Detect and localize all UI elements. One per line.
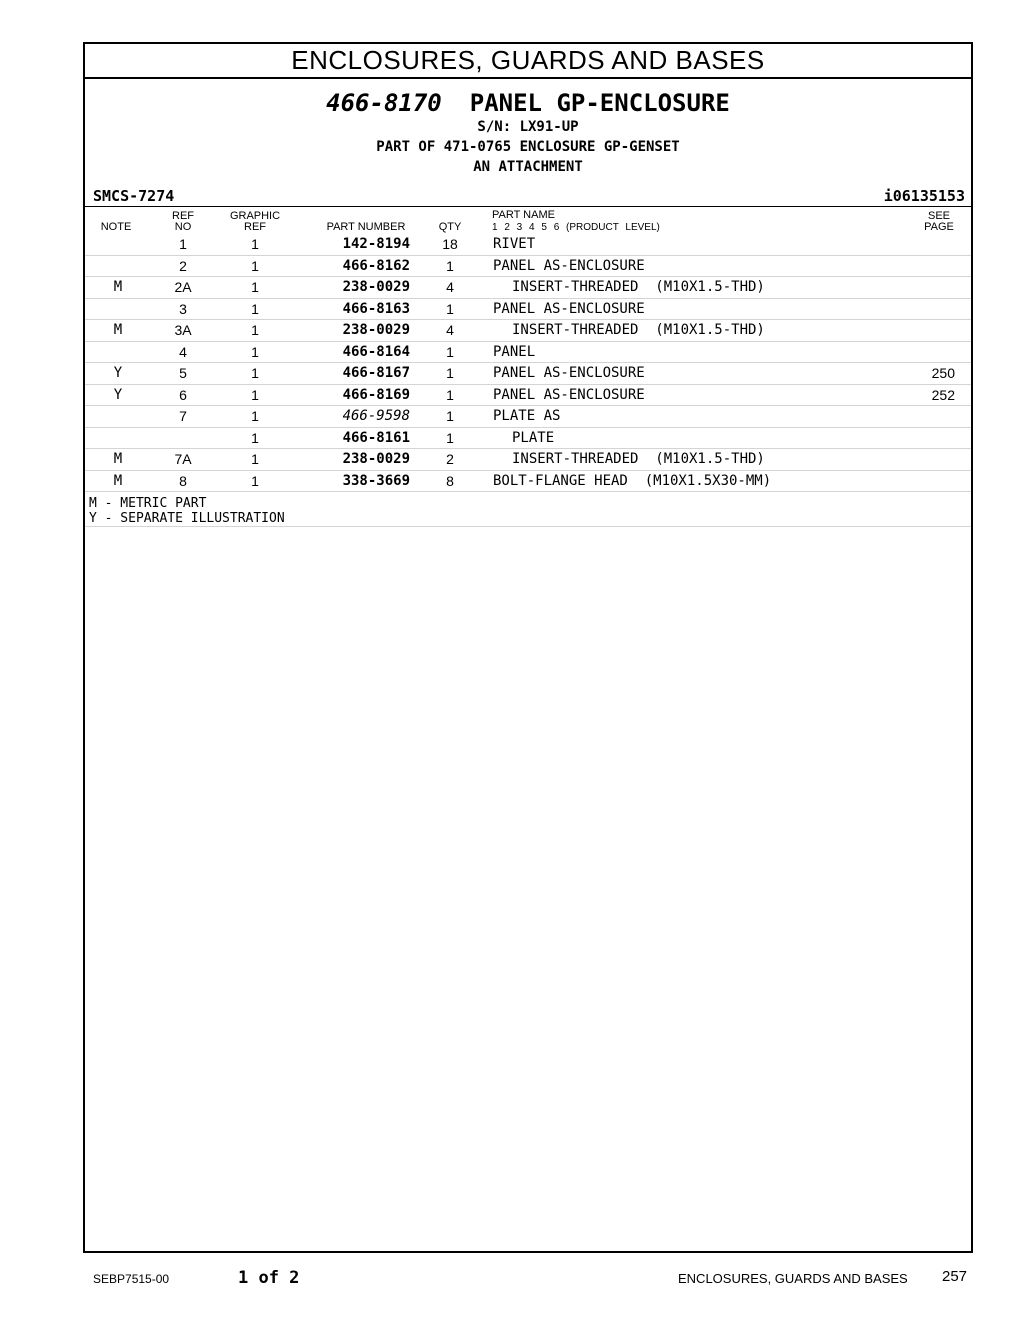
part-name-cell: BOLT-FLANGE HEAD (M10X1.5X30-MM): [493, 472, 772, 489]
ref-number-cell: 1: [179, 236, 187, 252]
part-number-cell: 466-8167: [342, 365, 410, 381]
group-title-line: [85, 89, 971, 117]
col-graphic-bottom: REF: [244, 221, 266, 233]
part-number-cell: 238-0029: [342, 279, 410, 295]
table-row: [85, 256, 971, 278]
col-note: NOTE: [100, 221, 132, 233]
graphic-ref-cell: 1: [251, 279, 259, 295]
part-name-cell: PANEL AS-ENCLOSURE: [493, 300, 645, 317]
quantity-cell: 1: [446, 386, 454, 403]
footer-section: ENCLOSURES, GUARDS AND BASES: [678, 1271, 908, 1286]
part-name-cell: PANEL: [493, 343, 536, 360]
table-row: [85, 471, 971, 493]
table-row: [85, 406, 971, 428]
graphic-ref-cell: 1: [251, 322, 259, 338]
part-name-cell: PANEL AS-ENCLOSURE: [493, 257, 645, 274]
divider: [85, 526, 971, 527]
serial-number: S/N: LX91-UP: [477, 119, 579, 135]
graphic-ref-cell: 1: [251, 429, 259, 446]
ref-number-cell: 4: [179, 343, 187, 360]
graphic-ref-cell: 1: [251, 257, 259, 274]
quantity-cell: 1: [446, 343, 454, 360]
part-number-cell: 466-8161: [342, 429, 410, 446]
graphic-ref-cell: 1: [251, 451, 259, 467]
graphic-ref-cell: 1: [251, 343, 259, 360]
part-number-cell: 238-0029: [342, 322, 410, 338]
ref-number-cell: 5: [179, 365, 187, 381]
table-row: [85, 428, 971, 450]
graphic-ref-cell: 1: [251, 236, 259, 252]
part-name-cell: RIVET: [493, 236, 536, 252]
col-see-top: SEE: [927, 210, 950, 222]
product-levels: 1 2 3 4 5 6 (PRODUCT LEVEL): [492, 222, 660, 233]
part-name-cell: PANEL AS-ENCLOSURE: [493, 365, 645, 381]
part-name-cell: INSERT-THREADED (M10X1.5-THD): [512, 451, 765, 467]
graphic-ref-cell: 1: [251, 386, 259, 403]
legend-item: Y - SEPARATE ILLUSTRATION: [89, 511, 285, 526]
ref-number-cell: 2: [179, 257, 187, 274]
ref-number-cell: 3A: [174, 322, 192, 338]
page-of: 1 of 2: [238, 1268, 300, 1288]
col-see-bottom: PAGE: [924, 221, 954, 233]
ref-number-cell: 8: [179, 472, 187, 489]
page-frame: [83, 42, 973, 1253]
legend: [89, 496, 285, 526]
ref-number-cell: 6: [179, 386, 187, 403]
graphic-ref-cell: 1: [251, 408, 259, 424]
divider: [85, 206, 971, 207]
table-row: [85, 320, 971, 342]
table-row: [85, 299, 971, 321]
ref-number-cell: 7A: [174, 451, 192, 467]
table-row: [85, 277, 971, 299]
part-name-cell: INSERT-THREADED (M10X1.5-THD): [512, 322, 765, 338]
note-cell: Y: [113, 365, 123, 381]
col-ref-bottom: NO: [174, 221, 192, 233]
note-cell: M: [113, 279, 123, 295]
ref-number-cell: 3: [179, 300, 187, 317]
table-row: [85, 342, 971, 364]
attachment-line: AN ATTACHMENT: [473, 159, 583, 175]
doc-id: SEBP7515-00: [93, 1272, 170, 1286]
section-title: ENCLOSURES, GUARDS AND BASES: [85, 44, 971, 79]
legend-item: M - METRIC PART: [89, 496, 207, 511]
quantity-cell: 8: [446, 472, 454, 489]
quantity-cell: 4: [446, 322, 454, 338]
graphic-ref-cell: 1: [251, 300, 259, 317]
page-number: 257: [942, 1268, 968, 1285]
part-name-cell: PLATE AS: [493, 408, 561, 424]
quantity-cell: 1: [446, 257, 454, 274]
smcs-code: SMCS-7274: [93, 187, 175, 205]
table-row: [85, 234, 971, 256]
col-part-number: PART NUMBER: [326, 221, 406, 233]
see-page-cell: 250: [931, 365, 955, 381]
graphic-ref-cell: 1: [251, 365, 259, 381]
part-name-cell: INSERT-THREADED (M10X1.5-THD): [512, 279, 765, 295]
part-number-cell: 466-8163: [342, 300, 410, 317]
part-name-cell: PANEL AS-ENCLOSURE: [493, 386, 645, 403]
group-part-number: 466-8170: [326, 89, 442, 117]
part-number-cell: 466-8164: [342, 343, 410, 360]
quantity-cell: 2: [446, 451, 454, 467]
quantity-cell: 18: [442, 236, 458, 252]
quantity-cell: 4: [446, 279, 454, 295]
part-number-cell: 466-8169: [342, 386, 410, 403]
table-row: [85, 385, 971, 407]
part-number-cell: 238-0029: [342, 451, 410, 467]
part-number-cell: 466-9598: [342, 408, 410, 424]
group-header: [85, 89, 971, 177]
part-number-cell: 466-8162: [342, 257, 410, 274]
note-cell: Y: [113, 386, 123, 403]
quantity-cell: 1: [446, 365, 454, 381]
note-cell: M: [113, 322, 123, 338]
part-of-line: PART OF 471-0765 ENCLOSURE GP-GENSET: [376, 139, 680, 155]
part-name-cell: PLATE: [512, 429, 555, 446]
quantity-cell: 1: [446, 408, 454, 424]
col-ref-top: REF: [172, 210, 194, 222]
illustration-id: i06135153: [883, 187, 965, 205]
ref-number-cell: 7: [179, 408, 187, 424]
col-part-name: PART NAME: [492, 209, 555, 221]
table-row: [85, 449, 971, 471]
note-cell: M: [113, 472, 123, 489]
quantity-cell: 1: [446, 300, 454, 317]
col-qty: QTY: [438, 221, 462, 233]
group-title: PANEL GP-ENCLOSURE: [469, 89, 730, 117]
see-page-cell: 252: [931, 386, 955, 403]
ref-number-cell: 2A: [174, 279, 192, 295]
col-graphic-top: GRAPHIC: [229, 210, 281, 222]
quantity-cell: 1: [446, 429, 454, 446]
part-number-cell: 338-3669: [342, 472, 410, 489]
table-row: [85, 363, 971, 385]
part-number-cell: 142-8194: [342, 236, 410, 252]
graphic-ref-cell: 1: [251, 472, 259, 489]
note-cell: M: [113, 451, 123, 467]
